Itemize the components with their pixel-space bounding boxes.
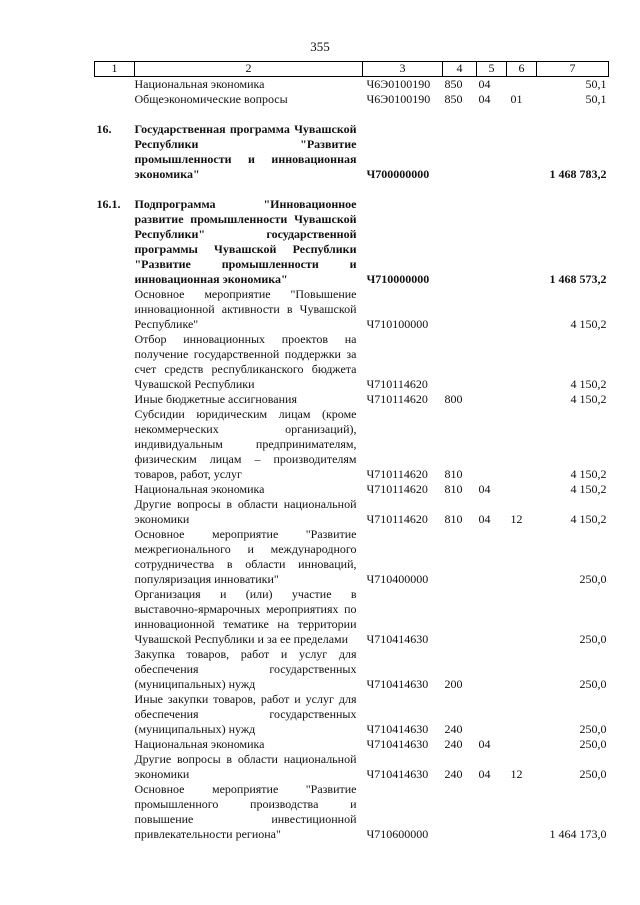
row-amount: 4 150,2	[570, 512, 607, 526]
table-row	[95, 287, 609, 332]
table-row	[95, 407, 609, 482]
row-subsection	[507, 737, 537, 752]
row-subsection	[507, 287, 537, 332]
row-target-code: Ч710414630	[366, 767, 429, 781]
row-name: Закупка товаров, работ и услуг для обеспечения государственных (муниципальных) нужд	[134, 647, 357, 691]
row-number	[95, 407, 135, 482]
header-col-2: 2	[135, 62, 363, 77]
row-section	[477, 782, 507, 842]
row-amount: 250,0	[579, 632, 607, 646]
row-target-code: Ч710114620	[366, 377, 428, 391]
row-name: Основное мероприятие "Повышение инновационной активности в Чувашской Республике"	[134, 287, 357, 331]
header-col-7: 7	[537, 62, 609, 77]
row-name: Другие вопросы в области национальной экономики	[134, 752, 357, 781]
row-number	[95, 782, 135, 842]
row-target-code: Ч6Э0100190	[366, 92, 431, 106]
header-col-1: 1	[95, 62, 135, 77]
row-target-code: Ч710114620	[366, 512, 428, 526]
row-amount: 250,0	[579, 767, 607, 781]
row-number	[95, 482, 135, 497]
row-section	[477, 107, 507, 182]
row-name: Основное мероприятие "Развитие промышленного производства и повышение инвестиционной привлекательности региона"	[134, 782, 357, 841]
row-number: 16.1.	[96, 197, 121, 211]
row-number	[95, 737, 135, 752]
table-row	[95, 392, 609, 407]
row-name: Иные бюджетные ассигнования	[134, 392, 297, 406]
row-expense-type: 810	[444, 482, 463, 496]
row-expense-type: 240	[444, 737, 463, 751]
row-target-code: Ч710414630	[366, 722, 429, 736]
row-number: 16.	[96, 122, 112, 136]
row-section: 04	[478, 737, 491, 751]
header-col-5: 5	[477, 62, 507, 77]
row-section	[477, 527, 507, 587]
row-subsection	[507, 647, 537, 692]
header-col-6: 6	[507, 62, 537, 77]
row-expense-type: 850	[444, 77, 463, 91]
budget-table	[94, 61, 609, 842]
row-amount: 4 150,2	[570, 467, 607, 481]
row-amount: 4 150,2	[570, 392, 607, 406]
row-subsection	[507, 587, 537, 647]
page-number: 355	[310, 39, 330, 54]
row-name: Организация и (или) участие в выставочно-ярмарочных мероприятиях по инновационной тематике на территории Чувашской Республики и за ее пределами	[134, 587, 357, 646]
row-amount: 4 150,2	[570, 317, 607, 331]
table-row	[95, 482, 609, 497]
row-subsection	[507, 332, 537, 392]
row-name: Основное мероприятие "Развитие межрегионального и международного сотрудничества в области инноваций, популяризация инноватики"	[134, 527, 357, 586]
row-section	[477, 332, 507, 392]
header-col-3: 3	[363, 62, 443, 77]
row-number	[95, 587, 135, 647]
table-row	[95, 647, 609, 692]
row-section	[477, 287, 507, 332]
row-section: 04	[478, 92, 491, 106]
row-name: Другие вопросы в области национальной экономики	[134, 497, 357, 526]
table-row	[95, 737, 609, 752]
table-row	[95, 752, 609, 782]
row-target-code: Ч6Э0100190	[366, 77, 431, 91]
row-section: 04	[478, 767, 491, 781]
row-number	[95, 287, 135, 332]
row-target-code: Ч710114620	[366, 482, 428, 496]
row-section	[477, 587, 507, 647]
row-section	[477, 182, 507, 287]
row-target-code: Ч710414630	[366, 677, 429, 691]
row-subsection	[507, 692, 537, 737]
table-header-row	[95, 62, 609, 77]
row-section	[477, 692, 507, 737]
row-name: Субсидии юридическим лицам (кроме некоммерческих организаций), индивидуальным предпринимателям, физическим лицам – производителям товаров, работ, услуг	[134, 407, 357, 481]
row-number	[95, 752, 135, 782]
row-number	[95, 332, 135, 392]
row-expense-type	[443, 782, 477, 842]
row-target-code: Ч710100000	[366, 317, 429, 331]
row-section: 04	[478, 482, 491, 496]
row-subsection	[507, 407, 537, 482]
row-number	[95, 92, 135, 107]
row-subsection: 12	[510, 767, 523, 781]
row-number	[95, 77, 135, 93]
row-subsection	[507, 482, 537, 497]
table-row	[95, 107, 609, 182]
row-number	[95, 392, 135, 407]
row-target-code: Ч710414630	[366, 632, 429, 646]
row-name: Государственная программа Чувашской Республики "Развитие промышленности и инновационная экономика"	[134, 122, 357, 181]
row-subsection: 01	[510, 92, 523, 106]
row-number	[95, 647, 135, 692]
row-section	[477, 647, 507, 692]
row-expense-type	[443, 107, 477, 182]
row-subsection	[507, 77, 537, 93]
row-target-code: Ч710600000	[366, 827, 429, 841]
row-expense-type: 810	[444, 467, 463, 481]
row-name: Национальная экономика	[134, 77, 265, 91]
row-amount: 4 150,2	[570, 377, 607, 391]
row-target-code: Ч710400000	[366, 572, 429, 586]
row-section	[477, 407, 507, 482]
row-name: Общеэкономические вопросы	[134, 92, 288, 106]
row-amount: 250,0	[579, 677, 607, 691]
header-col-4: 4	[443, 62, 477, 77]
row-name: Национальная экономика	[134, 737, 265, 751]
table-row	[95, 527, 609, 587]
row-name: Национальная экономика	[134, 482, 265, 496]
row-subsection: 12	[510, 512, 523, 526]
row-expense-type	[443, 527, 477, 587]
row-section	[477, 392, 507, 407]
row-number	[95, 692, 135, 737]
row-subsection	[507, 782, 537, 842]
row-section: 04	[478, 77, 491, 91]
row-expense-type: 200	[444, 677, 463, 691]
row-expense-type: 240	[444, 767, 463, 781]
row-target-code: Ч710000000	[366, 272, 430, 286]
table-body	[95, 77, 609, 843]
row-amount: 1 468 783,2	[549, 167, 607, 181]
row-expense-type: 810	[444, 512, 463, 526]
row-target-code: Ч710114620	[366, 467, 428, 481]
row-subsection	[507, 182, 537, 287]
row-target-code: Ч710114620	[366, 392, 428, 406]
row-expense-type	[443, 182, 477, 287]
table-row	[95, 77, 609, 93]
row-expense-type	[443, 332, 477, 392]
row-name: Подпрограмма "Инновационное развитие промышленности Чувашской Республики" государственной программы Чувашской Республики "Развитие промышленности и инновационная экономика"	[134, 197, 357, 286]
row-expense-type	[443, 587, 477, 647]
row-amount: 1 468 573,2	[549, 272, 607, 286]
row-number	[95, 527, 135, 587]
row-expense-type: 800	[444, 392, 463, 406]
row-number	[95, 497, 135, 527]
row-amount: 1 464 173,0	[549, 827, 607, 841]
table-row	[95, 497, 609, 527]
row-amount: 50,1	[585, 77, 607, 91]
row-amount: 4 150,2	[570, 482, 607, 496]
table-row	[95, 92, 609, 107]
row-name: Иные закупки товаров, работ и услуг для обеспечения государственных (муниципальных) нужд	[134, 692, 357, 736]
row-target-code: Ч700000000	[366, 167, 430, 181]
table-row	[95, 332, 609, 392]
row-amount: 250,0	[579, 722, 607, 736]
table-row	[95, 182, 609, 287]
row-amount: 250,0	[579, 737, 607, 751]
row-amount: 250,0	[579, 572, 607, 586]
table-row	[95, 692, 609, 737]
row-expense-type: 240	[444, 722, 463, 736]
row-subsection	[507, 527, 537, 587]
row-amount: 50,1	[585, 92, 607, 106]
row-subsection	[507, 107, 537, 182]
row-expense-type	[443, 287, 477, 332]
row-target-code: Ч710414630	[366, 737, 429, 751]
row-expense-type: 850	[444, 92, 463, 106]
table-row	[95, 782, 609, 842]
row-section: 04	[478, 512, 491, 526]
row-subsection	[507, 392, 537, 407]
table-row	[95, 587, 609, 647]
row-name: Отбор инновационных проектов на получение государственной поддержки за счет средств республиканского бюджета Чувашской Республики	[134, 332, 357, 391]
